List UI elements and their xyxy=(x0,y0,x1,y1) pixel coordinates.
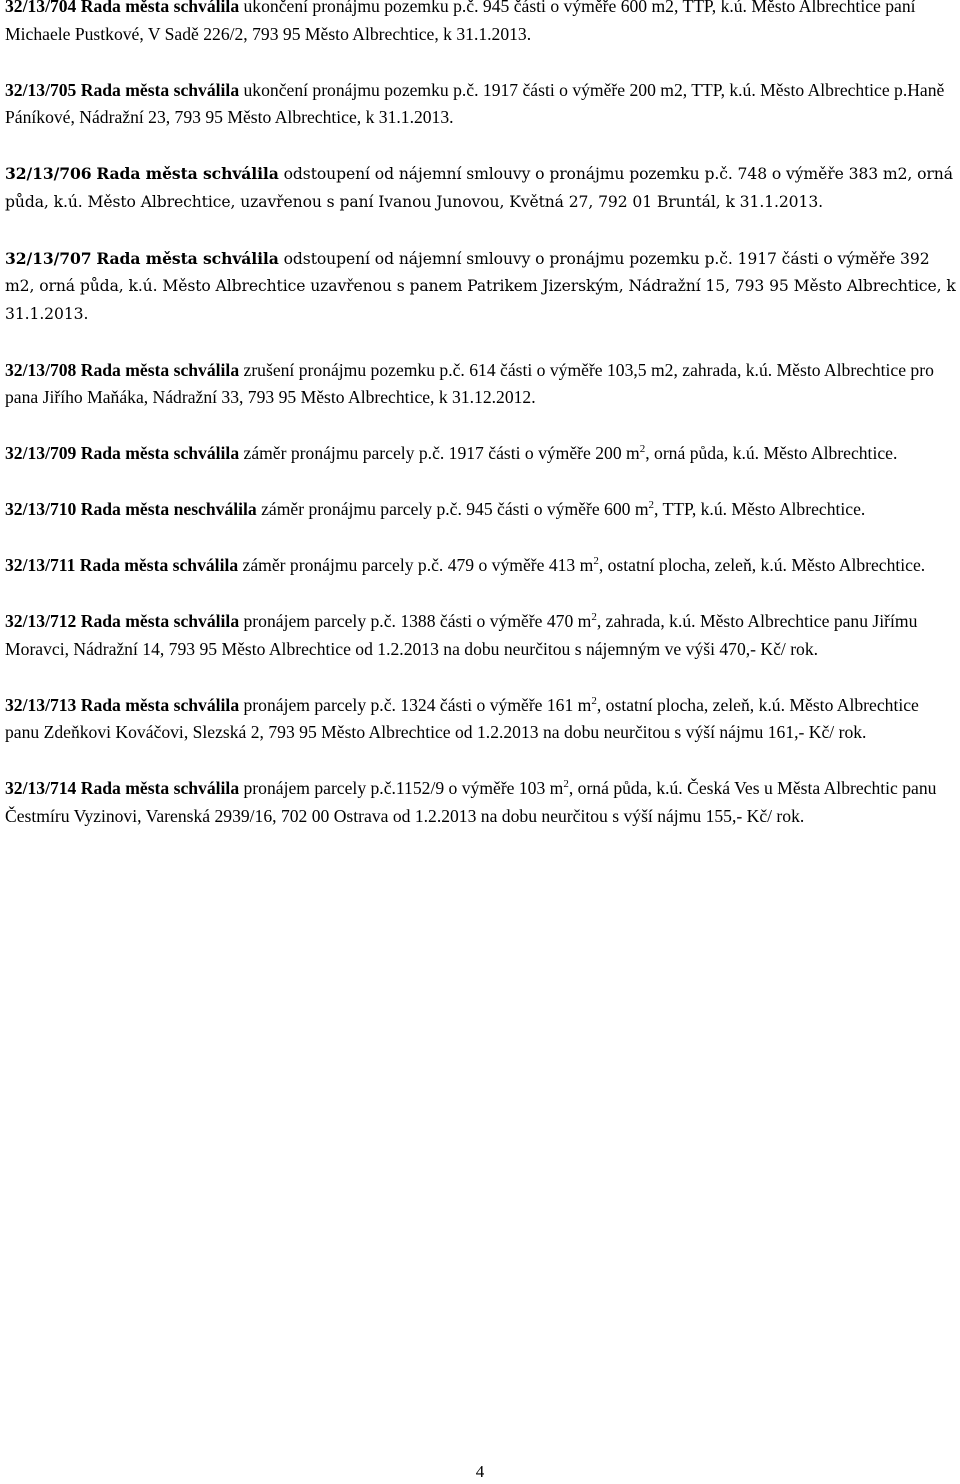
resolution-verdict: Rada města schválila xyxy=(80,778,240,798)
superscript-squared: 2 xyxy=(639,443,646,455)
superscript-squared: 2 xyxy=(591,694,597,707)
resolution-verdict: Rada města schválila xyxy=(80,443,240,463)
resolution-number: 32/13/713 xyxy=(5,694,77,715)
resolution-number: 32/13/711 xyxy=(5,555,76,575)
resolution-text: záměr pronájmu parcely p.č. 945 části o výměře 600 m xyxy=(256,499,649,519)
superscript-squared: 2 xyxy=(593,555,599,567)
resolution-number: 32/13/706 xyxy=(5,164,92,183)
resolution-text: odstoupení od nájemní smlouvy o pronájmu pozemku p.č. 748 o výměře 383 m2, orná půda, k.ú. Město Albrechtice, uzavřenou s paní Ivanou Junovou, Květná 27, 792 01 Bruntál, k 31.1.2013. xyxy=(5,165,953,211)
resolution-text: záměr pronájmu parcely p.č. 1917 části o výměře 200 m xyxy=(239,443,640,463)
resolution-number: 32/13/708 xyxy=(5,359,77,380)
resolution-verdict: Rada města schválila xyxy=(79,555,239,575)
resolution-paragraph xyxy=(5,692,957,747)
page-number: 4 xyxy=(475,1462,485,1481)
resolution-number: 32/13/705 xyxy=(5,79,77,100)
resolution-verdict: Rada města neschválila xyxy=(80,499,257,519)
resolution-text-after: , orná půda, k.ú. Město Albrechtice. xyxy=(645,443,898,463)
resolution-paragraph xyxy=(5,357,957,412)
resolution-paragraph xyxy=(5,440,957,468)
resolution-text: ukončení pronájmu pozemku p.č. 1917 části o výměře 200 m2, TTP, k.ú. Město Albrechtice p.Haně Páníkové, Nádražní 23, 793 95 Město Albrechtice, k 31.1.2013. xyxy=(5,79,945,127)
superscript-squared: 2 xyxy=(563,778,569,790)
resolution-text: záměr pronájmu parcely p.č. 479 o výměře 413 m xyxy=(238,555,594,575)
superscript-squared: 2 xyxy=(591,611,597,623)
resolution-text: pronájem parcely p.č. 1324 části o výměře 161 m xyxy=(239,694,592,715)
resolution-text-after: , zahrada, k.ú. Město Albrechtice panu Jiřímu Moravci, Nádražní 14, 793 95 Město Albrechtice od 1.2.2013 na dobu neurčitou s nájemným ve výši 470,- Kč/ rok. xyxy=(5,611,918,659)
resolution-verdict: Rada města schválila xyxy=(80,79,240,100)
resolution-paragraph xyxy=(5,0,957,48)
resolution-paragraph xyxy=(5,775,957,830)
resolution-text-after: , TTP, k.ú. Město Albrechtice. xyxy=(654,499,866,519)
resolution-number: 32/13/714 xyxy=(5,778,77,798)
resolution-paragraph xyxy=(5,552,957,580)
resolution-text-after: , ostatní plocha, zeleň, k.ú. Město Albrechtice panu Zdeňkovi Kováčovi, Slezská 2, 793 95 Město Albrechtice od 1.2.2013 na dobu neurčitou s výší nájmu 161,- Kč/ rok. xyxy=(5,694,919,742)
resolution-text: odstoupení od nájemní smlouvy o pronájmu pozemku p.č. 1917 části o výměře 392 m2, orná půda, k.ú. Město Albrechtice uzavřenou s panem Patrikem Jizerským, Nádražní 15, 793 95 Město Albrechtice, k 31.1.2013. xyxy=(5,249,956,323)
resolution-text: pronájem parcely p.č. 1388 části o výměře 470 m xyxy=(239,611,592,631)
resolution-text: ukončení pronájmu pozemku p.č. 945 části o výměře 600 m2, TTP, k.ú. Město Albrechtice paní Michaele Pustkové, V Sadě 226/2, 793 95 Město Albrechtice, k 31.1.2013. xyxy=(5,0,916,44)
resolution-paragraph xyxy=(5,160,957,216)
resolution-number: 32/13/704 xyxy=(5,0,77,16)
resolution-paragraph xyxy=(5,496,957,524)
resolution-verdict: Rada města schválila xyxy=(80,611,240,631)
resolution-verdict: Rada města schválila xyxy=(96,164,279,183)
resolution-text-after: , ostatní plocha, zeleň, k.ú. Město Albrechtice. xyxy=(598,555,926,575)
resolution-verdict: Rada města schválila xyxy=(80,0,240,16)
resolution-number: 32/13/710 xyxy=(5,499,77,519)
resolution-text: zrušení pronájmu pozemku p.č. 614 části o výměře 103,5 m2, zahrada, k.ú. Město Albrechtice pro pana Jiřího Maňáka, Nádražní 33, 793 95 Město Albrechtice, k 31.12.2012. xyxy=(5,359,934,407)
document-page xyxy=(5,0,957,859)
resolution-paragraph xyxy=(5,245,957,329)
resolution-text-after: , orná půda, k.ú. Česká Ves u Města Albrechtic panu Čestmíru Vyzinovi, Varenská 2939/16, 702 00 Ostrava od 1.2.2013 na dobu neurčitou s výší nájmu 155,- Kč/ rok. xyxy=(5,778,937,826)
superscript-squared: 2 xyxy=(648,499,655,511)
resolution-number: 32/13/709 xyxy=(5,443,77,463)
resolution-text: pronájem parcely p.č.1152/9 o výměře 103 m xyxy=(239,778,564,798)
resolution-number: 32/13/712 xyxy=(5,611,77,631)
resolution-paragraph xyxy=(5,77,957,132)
resolution-paragraph xyxy=(5,608,957,663)
resolution-verdict: Rada města schválila xyxy=(96,248,279,268)
resolution-number: 32/13/707 xyxy=(5,248,92,268)
resolution-verdict: Rada města schválila xyxy=(80,694,240,715)
resolution-verdict: Rada města schválila xyxy=(80,359,240,380)
